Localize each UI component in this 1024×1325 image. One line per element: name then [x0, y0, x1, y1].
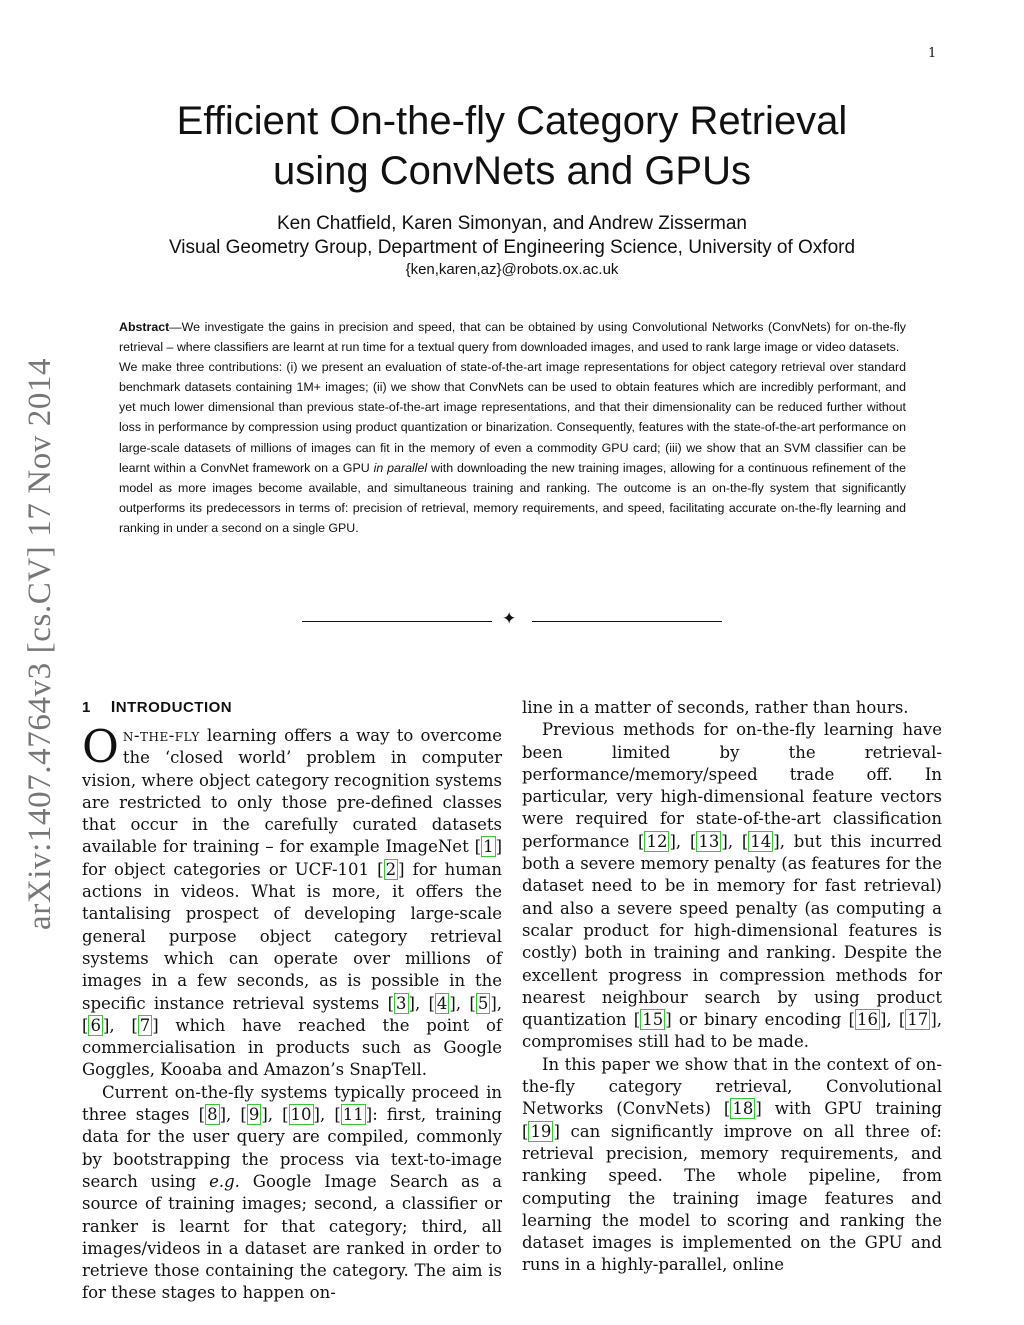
citation-link[interactable]: 14 — [750, 831, 772, 851]
text-span: In this paper we show that in the context of on-the-fly category retrieval, Convolutional Networks (ConvNets) — [522, 1054, 942, 1119]
citation-link[interactable]: 5 — [477, 993, 489, 1013]
author-block — [0, 212, 1024, 260]
abstract-p2a: We make three contributions: (i) we present an evaluation of state-of-the-art image representations for object category retrieval over standard benchmark datasets containing 1M+ images; (ii) we show that ConvNets can be used to obtain features which are incredibly performant, and yet much lower dimensional than previous state-of-the-art image representations, and that their dimensionality can be reduced further without loss in performance by compression using product quantization or binarization. Consequently, features with the state-of-the-art performance on large-scale datasets of millions of images can fit in the memory of even a commodity GPU card; (iii) we show that an SVM classifier can be learnt within a ConvNet framework on a GPU — [119, 360, 906, 475]
text-span: : first, training data for the user query are compiled, commonly by bootstrapping the process via text-to-image search using — [82, 1105, 502, 1191]
citation-link[interactable]: 1 — [483, 837, 494, 857]
divider-star-icon: ✦ — [502, 609, 517, 629]
citation-link[interactable]: 6 — [90, 1015, 101, 1035]
citation-link[interactable]: 11 — [342, 1105, 364, 1125]
section-divider — [302, 609, 722, 631]
citation-link[interactable]: 15 — [642, 1010, 664, 1030]
text-span: Current on-the-fly systems typically proceed in three stages — [82, 1082, 502, 1125]
citation-link[interactable]: 3 — [396, 993, 407, 1013]
authors: Ken Chatfield, Karen Simonyan, and Andrew Zisserman — [277, 213, 747, 234]
text-span: Google Image Search as a source of training images; second, a classifier or ranker is learnt for that category; third, all images/videos in a dataset are ranked in order to retrieve those containing the category. The aim is for these stages to happen on- — [82, 1171, 503, 1303]
email: {ken,karen,az}@robots.ox.ac.uk — [405, 261, 619, 278]
text-span: , compromises still had to be made. — [522, 1010, 942, 1052]
left-column — [82, 697, 502, 1305]
right-column — [522, 697, 942, 1277]
paragraph-2-cont: line in a matter of seconds, rather than hours. — [522, 698, 909, 717]
text-span: for object categories or UCF-101 — [82, 859, 378, 879]
citation-link[interactable]: 18 — [732, 1099, 754, 1119]
divider-line-left — [302, 621, 492, 622]
abstract-em: in parallel — [373, 460, 428, 475]
citation-link[interactable]: 12 — [646, 831, 668, 851]
section-title-first: I — [110, 699, 116, 716]
emphasis: e.g. — [209, 1171, 240, 1191]
title-line-1: Efficient On-the-fly Category Retrieval — [176, 99, 848, 143]
text-span: Previous methods for on-the-fly learning have been limited by the retrieval-performance/memory/speed trade off. In particular, very high-dimensional feature vectors were required for state-of-the-art classification performance — [522, 720, 942, 851]
abstract-p1: —We investigate the gains in precision and speed, that can be obtained by using Convolutional Networks (ConvNets) for on-the-fly retrieval – where classifiers are learnt at run time for a textual query from downloaded images, and used to rank large image or video datasets. — [119, 320, 906, 355]
paragraph-1: On-the-fly learning offers a way to overcome the ‘closed world’ problem in computer vision, where object category recognition systems are restricted to only those pre-defined classes that occur in the carefully curated datasets available for training – for example ImageNet [ 1 ] for object categories or UCF-101 [ 2 ] for human actions in videos. What is more, it offers the tantalising prospect of developing large-scale general purpose object category retrieval systems which can operate over millions of images in a few seconds, as is possible in the specific instance retrieval systems [ 3 ] , [ 4 ] , [ 5 ] , [ 6 ] , [ 7 ] which have reached the point of commercialisation in products such as Google Goggles, Kooaba and Amazon’s SnapTell. — [82, 725, 502, 1082]
paragraph-3: Previous methods for on-the-fly learning have been limited by the retrieval-performance/memory/speed trade off. In particular, very high-dimensional feature vectors were required for state-of-the-art classification performance [ 12 ] , [ 13 ] , [ 14 ] , but this incurred both a severe memory penalty (as features for the dataset need to be in memory for fast retrieval) and also a severe speed penalty (as computing a scalar product for high-dimensional features is costly) both in training and ranking. Despite the excellent progress in compression methods for nearest neighbour search by using product quantization [ 15 ] or binary encoding [ 16 ] , [ 17 ] , compromises still had to be made. — [522, 719, 942, 1053]
paper-title — [0, 96, 1024, 196]
divider-line-right — [532, 621, 722, 622]
abstract — [119, 317, 906, 538]
citation-link[interactable]: 16 — [856, 1010, 878, 1030]
citation-link[interactable]: 10 — [290, 1105, 312, 1125]
citation-link[interactable]: 17 — [907, 1010, 929, 1030]
citation-link[interactable]: 9 — [248, 1105, 260, 1125]
section-heading — [82, 697, 502, 719]
text-span: can significantly improve on all three of: retrieval precision, memory requirements, and ranking speed. The whole pipeline, from computing the training image features and learning the model to scoring and ranking the dataset images is implemented on the GPU and runs in a highly-parallel, online — [522, 1121, 942, 1275]
text-span: , but this incurred both a severe memory penalty (as features for the dataset need to be in memory for fast retrieval) and also a severe speed penalty (as computing a scalar product for high-dimensional features is costly) both in training and ranking. Despite the excellent progress in compression methods for nearest neighbour search by using product quantization — [522, 831, 942, 1030]
abstract-p2b: with downloading the new training images, allowing for a continuous refinement of the model as more images become available, and simultaneous training and ranking. The outcome is an on-the-fly system that significantly outperforms its predecessors in terms of: precision of retrieval, memory requirements, and speed, facilitating accurate on-the-fly learning and ranking in under a second on a single GPU. — [119, 460, 906, 535]
arxiv-stamp: arXiv:1407.4764v3 [cs.CV] 17 Nov 2014 — [22, 357, 58, 930]
section-number: 1 — [82, 699, 91, 716]
title-line-2: using ConvNets and GPUs — [272, 149, 751, 193]
citation-link[interactable]: 7 — [139, 1015, 151, 1035]
text-span: for human actions in videos. What is more, it offers the tantalising prospect of developing large-scale general purpose object category retrieval systems which can operate over millions of images in a few seconds, as is possible in the specific instance retrieval systems — [82, 859, 502, 1013]
page-number: 1 — [928, 46, 937, 61]
citation-link[interactable]: 2 — [385, 859, 397, 879]
paragraph-2: Current on-the-fly systems typically proceed in three stages [ 8 ] , [ 9 ] , [ 10 ] , [ 11 ] : first, training data for the user query are compiled, commonly by bootstrapping the process via text-to-image search using e.g. Google Image Search as a source of training images; second, a classifier or ranker is learnt for that category; third, all images/videos in a dataset are ranked in order to retrieve those containing the category. The aim is for these stages to happen on- — [82, 1082, 502, 1305]
text-span: with GPU training — [761, 1099, 942, 1119]
affiliation: Visual Geometry Group, Department of Engineering Science, University of Oxford — [168, 237, 856, 258]
abstract-label: Abstract — [119, 320, 170, 334]
citation-link[interactable]: 19 — [530, 1121, 552, 1141]
citation-link[interactable]: 13 — [698, 831, 720, 851]
paragraph-4 — [522, 1054, 942, 1277]
dropcap: O — [82, 720, 119, 773]
smallcaps-lead: n-the-fly — [122, 726, 200, 745]
text-span: which have reached the point of commercialisation in products such as Google Goggles, Kooaba and Amazon’s SnapTell. — [82, 1015, 502, 1080]
text-span: learning offers a way to overcome the ‘closed world’ problem in computer vision, where object category recognition systems are restricted to only those pre-defined classes that occur in the carefully curated datasets available for training – for example ImageNet — [82, 726, 502, 857]
citation-link[interactable]: 4 — [436, 993, 448, 1013]
citation-link[interactable]: 8 — [207, 1105, 218, 1125]
section-title-rest: NTRODUCTION — [115, 699, 233, 716]
text-span: or binary encoding — [671, 1010, 849, 1030]
